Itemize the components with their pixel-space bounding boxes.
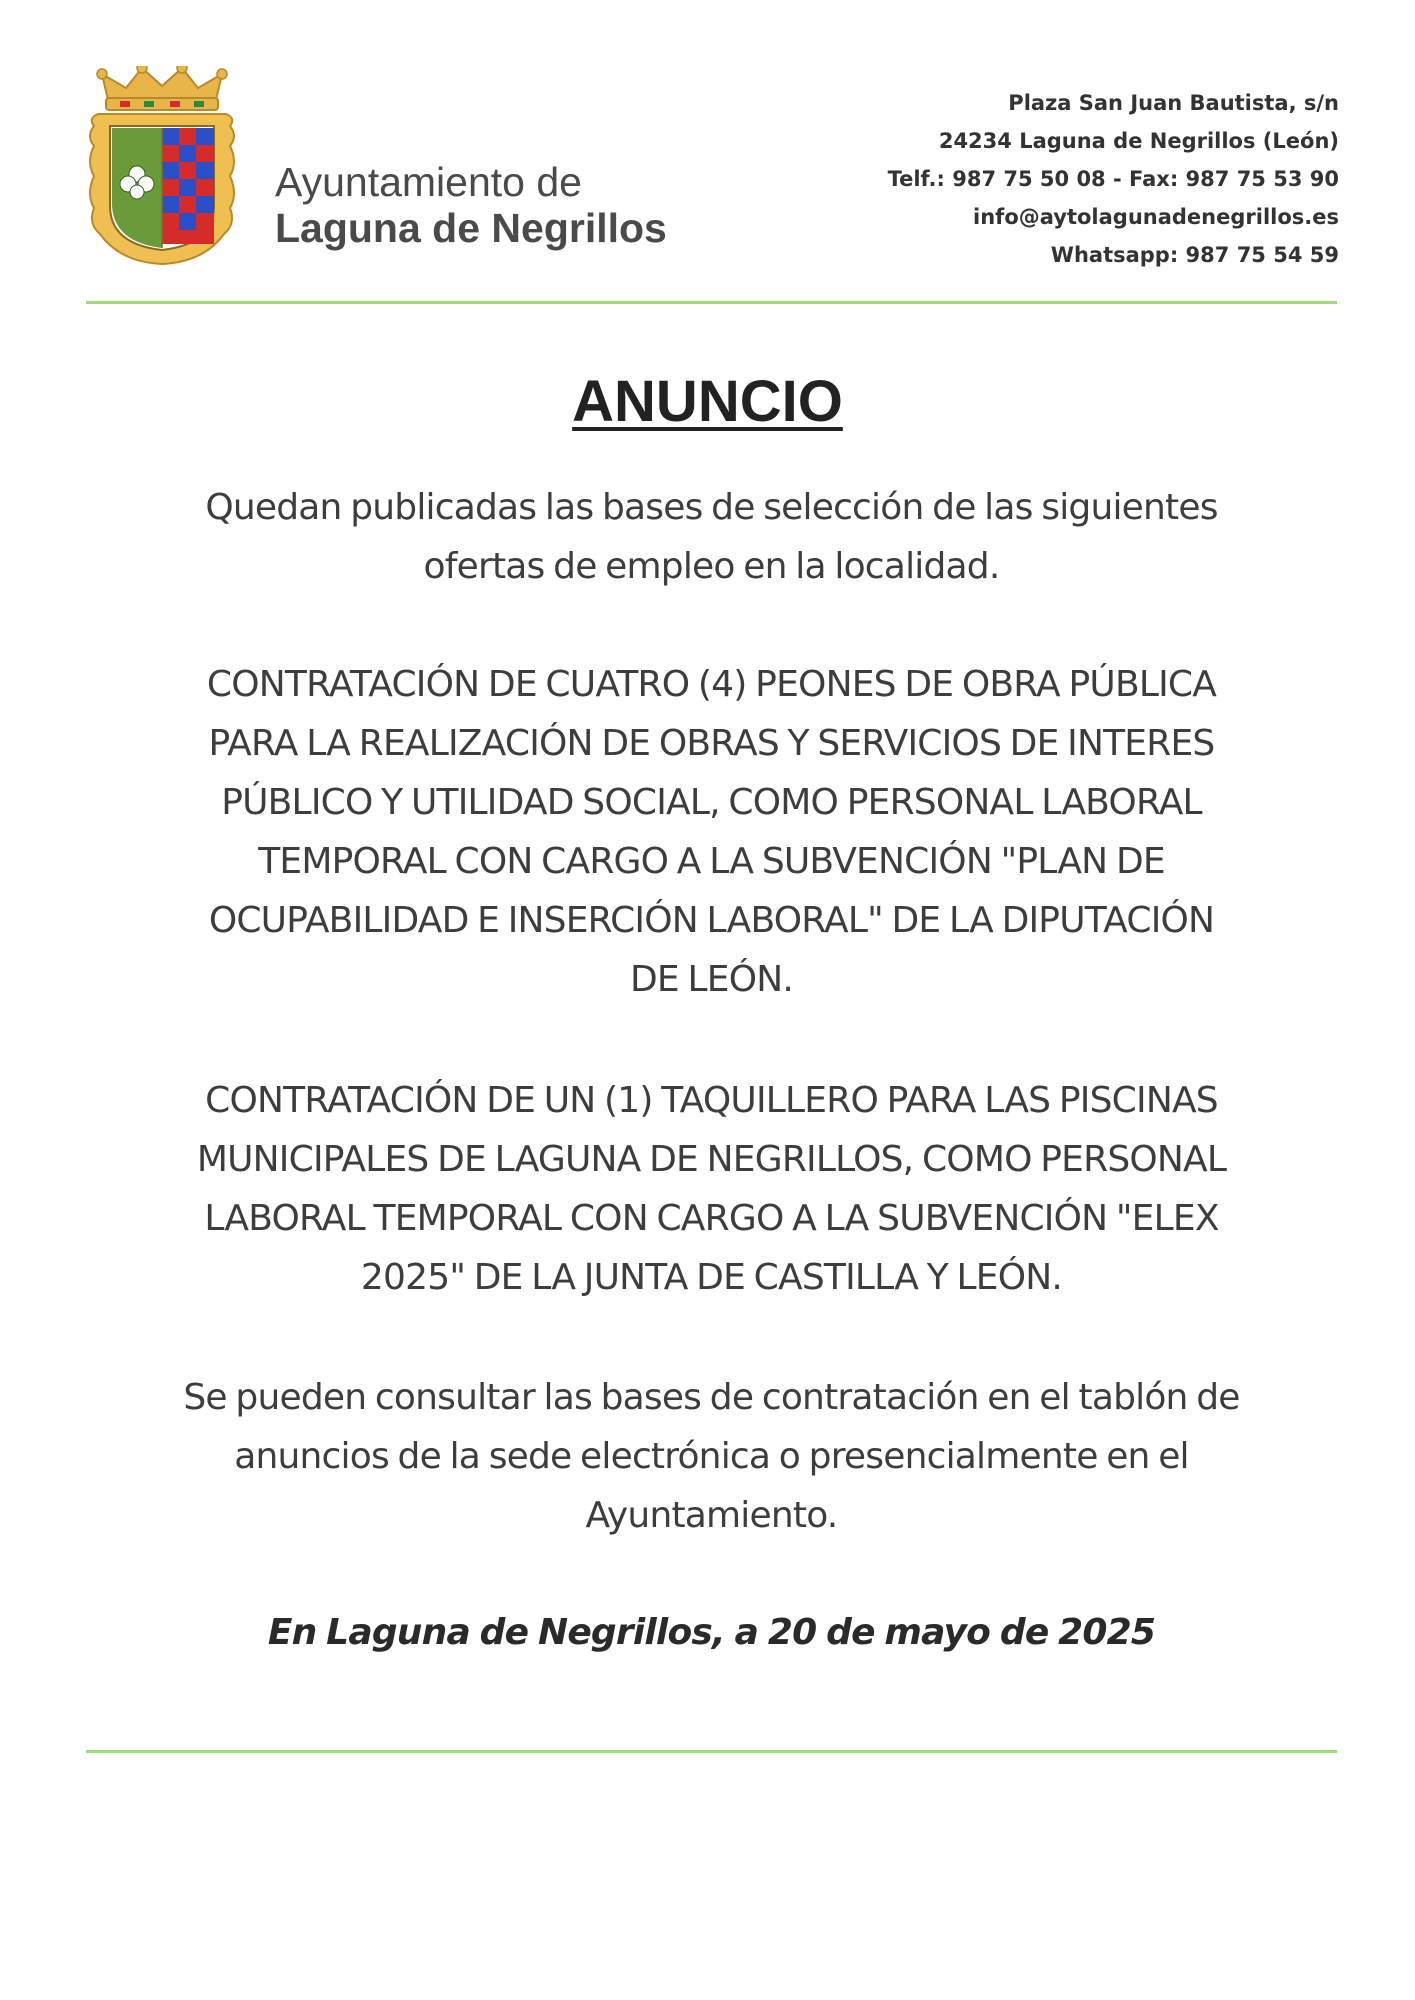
crown-icon xyxy=(97,66,227,110)
contact-whatsapp: Whatsapp: 987 75 54 59 xyxy=(1050,243,1339,267)
contact-block xyxy=(888,84,1339,274)
consult-paragraph: Se pueden consultar las bases de contratación en el tablón de anuncios de la sede electrónica o presencialmente en el Ayuntamiento. xyxy=(183,1377,1240,1536)
checkered-pattern xyxy=(162,128,214,244)
footer-divider xyxy=(86,1750,1337,1753)
offer-paragraph-peones: CONTRATACIÓN DE CUATRO (4) PEONES DE OBRA PÚBLICA PARA LA REALIZACIÓN DE OBRAS Y SERVICIOS DE INTERES PÚBLICO Y UTILIDAD SOCIAL, COMO PERSONAL LABORAL TEMPORAL CON CARGO A LA SUBVENCIÓN "PLAN DE OCUPABILIDAD E INSERCIÓN LABORAL" DE LA DIPUTACIÓN DE LEÓN. xyxy=(206,664,1217,1000)
offer-paragraph-taquillero: CONTRATACIÓN DE UN (1) TAQUILLERO PARA LAS PISCINAS MUNICIPALES DE LAGUNA DE NEGRILLOS, COMO PERSONAL LABORAL TEMPORAL CON CARGO A LA SUBVENCIÓN "ELEX 2025" DE LA JUNTA DE CASTILLA Y LEÓN. xyxy=(196,1080,1227,1298)
contact-postal-city: 24234 Laguna de Negrillos (León) xyxy=(938,129,1339,153)
contact-email: info@aytolagunadenegrillos.es xyxy=(973,205,1339,229)
intro-paragraph: Quedan publicadas las bases de selección de las siguientes ofertas de empleo en la localidad. xyxy=(205,487,1218,587)
organization-name-line2: Laguna de Negrillos xyxy=(275,204,667,251)
organization-name xyxy=(275,160,667,252)
contact-address: Plaza San Juan Bautista, s/n xyxy=(1008,91,1339,115)
closing-date-line: En Laguna de Negrillos, a 20 de mayo de 2025 xyxy=(267,1612,1156,1653)
municipal-crest-logo xyxy=(86,66,238,266)
organization-name-line1: Ayuntamiento de xyxy=(275,159,582,205)
contact-phone-fax: Telf.: 987 75 50 08 - Fax: 987 75 53 90 xyxy=(887,167,1339,191)
header-divider xyxy=(86,301,1337,304)
notice-title: ANUNCIO xyxy=(572,369,843,434)
